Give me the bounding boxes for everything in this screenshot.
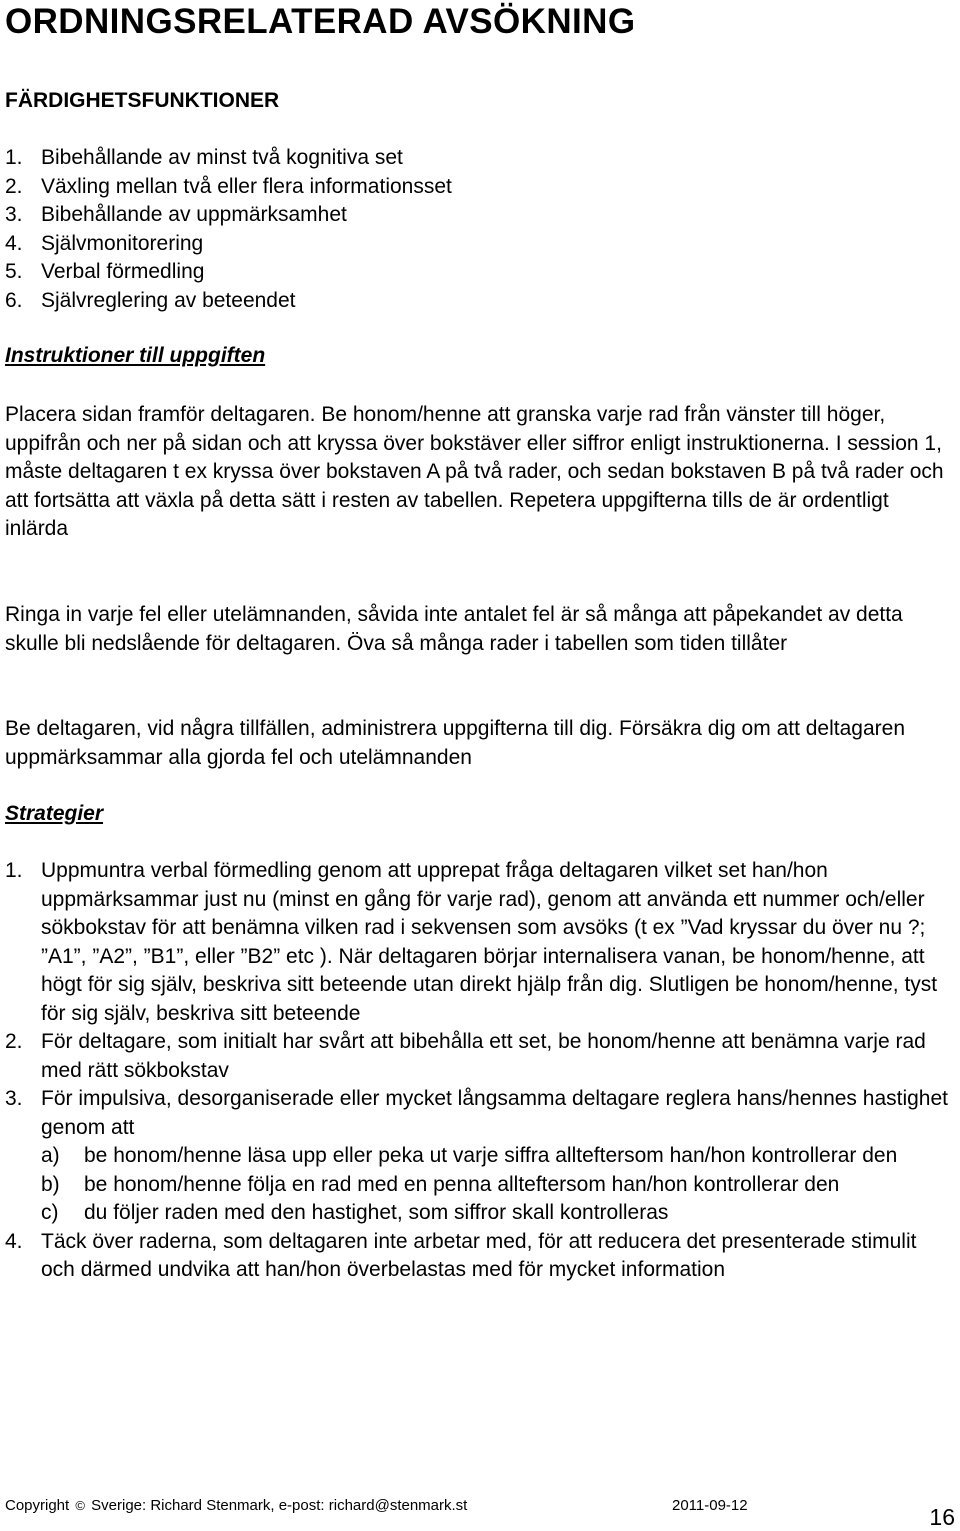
skill-item (5, 287, 905, 316)
skill-text: Växling mellan två eller flera informationsset (41, 174, 452, 198)
strategy-text: För impulsiva, desorganiserade eller mycket långsamma deltagare reglera hans/hennes hastighet genom att (41, 1087, 948, 1139)
instruction-paragraph: Ringa in varje fel eller utelämnanden, såvida inte antalet fel är så många att påpekandet av detta skulle bli nedslående för deltagaren. Öva så många rader i tabellen som tiden tillåter (5, 603, 903, 655)
skill-number: 1. (5, 146, 23, 169)
skill-text: Självreglering av beteendet (41, 288, 296, 312)
skill-item (5, 201, 905, 230)
document-page (5, 0, 955, 1531)
skill-text: Bibehållande av uppmärksamhet (41, 203, 347, 226)
strategy-number: 2. (5, 1030, 23, 1053)
strategy-item (5, 1028, 950, 1085)
subitem-letter: a) (41, 1144, 60, 1167)
skill-number: 6. (5, 288, 23, 312)
instruction-paragraph: Placera sidan framför deltagaren. Be honom/henne att granska varje rad från vänster till höger, uppifrån och ner på sidan och att kryssa över bokstäver eller siffror enligt instruktionerna. I session 1, måste deltagaren t ex kryssa över bokstaven A på två rader, och sedan bokstaven B på två rader och att fortsätta att växla på detta sätt i resten av tabellen. Repetera uppgifterna tills de är ordentligt inlärda (5, 403, 944, 540)
subitem-text: be honom/henne läsa upp eller peka ut varje siffra allteftersom han/hon kontrollerar den (84, 1144, 898, 1167)
skills-list (5, 144, 905, 315)
subitem-text: be honom/henne följa en rad med en penna allteftersom han/hon kontrollerar den (84, 1172, 840, 1196)
strategy-item (5, 857, 950, 1028)
strategy-sublist (41, 1142, 950, 1228)
strategies-list (5, 857, 950, 1285)
instruction-paragraph: Be deltagaren, vid några tillfällen, administrera uppgifterna till dig. Försäkra dig om att deltagaren uppmärksammar alla gjorda fel och utelämnanden (5, 717, 905, 769)
strategy-text: För deltagare, som initialt har svårt att bibehålla ett set, be honom/henne att benämna varje rad med rätt sökbokstav (41, 1030, 926, 1082)
strategy-text: Uppmuntra verbal förmedling genom att upprepat fråga deltagaren vilket set han/hon uppmärksammar just nu (minst en gång för varje rad), genom att använda ett nummer och/eller sökbokstav för att benämna vilken rad i sekvensen som avsöks (t ex ”Vad kryssar du över nu ?; ”A1”, ”A2”, ”B1”, eller ”B2” etc ). När deltagaren börjar internalisera vanan, be honom/henne, att högt för sig själv, beskriva sitt beteende utan direkt hjälp från dig. Slutligen be honom/henne, tyst för sig själv, beskriva sitt beteende (41, 859, 938, 1025)
skill-number: 2. (5, 174, 23, 198)
strategies-heading: Strategier (5, 802, 104, 825)
skill-number: 3. (5, 203, 23, 226)
strategy-body (41, 1228, 950, 1285)
strategy-body (41, 1028, 950, 1085)
copyright-text: Sverige: Richard Stenmark, e-post: richard@stenmark.st (91, 1497, 468, 1514)
skill-item (5, 173, 905, 202)
skills-heading: FÄRDIGHETSFUNKTIONER (5, 89, 280, 112)
subitem-letter: c) (41, 1201, 59, 1224)
skill-text: Verbal förmedling (41, 260, 205, 283)
strategy-number: 4. (5, 1229, 23, 1253)
skill-text: Bibehållande av minst två kognitiva set (41, 146, 403, 169)
strategy-item (5, 1085, 950, 1228)
document-footer (5, 1494, 955, 1530)
document-title: ORDNINGSRELATERAD AVSÖKNING (5, 2, 636, 41)
strategy-body (41, 1085, 950, 1228)
strategy-subitem (41, 1171, 950, 1200)
skill-item (5, 144, 905, 173)
strategy-body (41, 857, 950, 1028)
subitem-text: du följer raden med den hastighet, som siffror skall kontrolleras (84, 1201, 669, 1224)
instructions-heading: Instruktioner till uppgiften (5, 344, 266, 367)
strategy-number: 3. (5, 1087, 23, 1110)
copyright-icon: © (75, 1498, 85, 1513)
subitem-letter: b) (41, 1172, 60, 1196)
strategy-text: Täck över raderna, som deltagaren inte arbetar med, för att reducera det presenterade stimulit och därmed undvika att han/hon överbelastas med för mycket information (41, 1229, 917, 1281)
strategy-subitem (41, 1142, 950, 1171)
copyright-line (5, 1497, 467, 1515)
page-number: 16 (929, 1504, 955, 1530)
strategy-item (5, 1228, 950, 1285)
skill-number: 5. (5, 260, 23, 283)
strategy-number: 1. (5, 859, 23, 882)
skill-item (5, 230, 905, 259)
strategy-subitem (41, 1199, 950, 1228)
copyright-label: Copyright (5, 1497, 70, 1514)
skill-number: 4. (5, 231, 23, 255)
skill-text: Självmonitorering (41, 231, 204, 255)
skill-item (5, 258, 905, 287)
footer-date: 2011-09-12 (672, 1497, 748, 1514)
